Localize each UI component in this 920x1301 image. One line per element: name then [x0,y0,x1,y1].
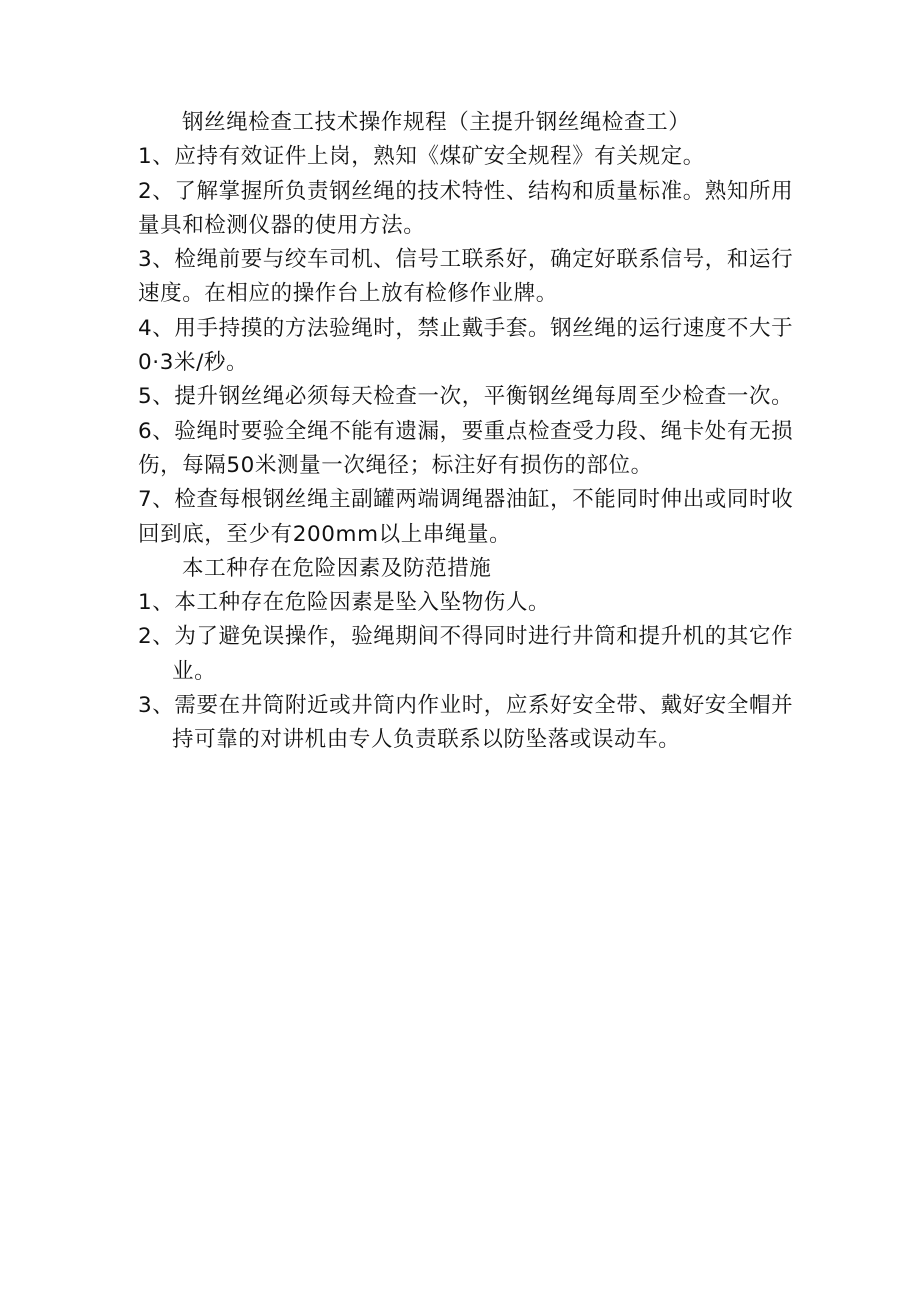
rule-number: 1、 [138,144,175,170]
hazard-item-2 [138,620,798,689]
rule-text: 提升钢丝绳必须每天检查一次，平衡钢丝绳每周至少检查一次。 [174,384,794,410]
rule-number: 5、 [138,384,175,410]
document-body [138,106,798,758]
rule-item-2 [138,175,798,244]
rule-text: 用手持摸的方法验绳时，禁止戴手套。钢丝绳的运行速度不大于0·3米/秒。 [138,315,794,376]
hazard-number: 2、 [138,624,175,650]
rule-item-3 [138,243,798,312]
rule-item-6 [138,415,798,484]
rule-item-5 [138,380,798,414]
rule-item-1 [138,140,798,174]
rule-text: 验绳时要验全绳不能有遗漏，要重点检查受力段、绳卡处有无损伤，每隔50米测量一次绳径；标注好有损伤的部位。 [138,418,794,478]
rule-number: 6、 [138,418,175,444]
rule-text: 了解掌握所负责钢丝绳的技术特性、结构和质量标准。熟知所用量具和检测仪器的使用方法。 [138,178,794,238]
hazard-number: 3、 [138,693,175,719]
rule-text: 检绳前要与绞车司机、信号工联系好，确定好联系信号，和运行速度。在相应的操作台上放有检修作业牌。 [138,247,794,307]
hazard-text: 为了避免误操作，验绳期间不得同时进行井筒和提升机的其它作业。 [172,624,794,684]
hazard-number: 1、 [138,590,175,616]
document-title: 钢丝绳检查工技术操作规程（主提升钢丝绳检查工） [182,110,691,135]
rule-item-7 [138,483,798,552]
rule-text: 检查每根钢丝绳主副罐两端调绳器油缸，不能同时伸出或同时收回到底，至少有200mm以上串绳量。 [138,487,794,547]
hazard-item-3 [138,689,798,758]
rule-number: 3、 [138,247,175,273]
rule-number: 2、 [138,178,175,204]
rule-number: 4、 [138,315,175,341]
rule-item-4 [138,312,798,381]
hazard-item-1 [138,586,798,620]
hazard-section-title: 本工种存在危险因素及防范措施 [182,555,492,581]
rule-number: 7、 [138,487,175,513]
rule-text: 应持有效证件上岗，熟知《煤矿安全规程》有关规定。 [174,144,705,170]
hazard-text: 本工种存在危险因素是坠入坠物伤人。 [174,590,551,616]
hazard-text: 需要在井筒附近或井筒内作业时，应系好安全带、戴好安全帽并持可靠的对讲机由专人负责联系以防坠落或误动车。 [172,693,794,753]
